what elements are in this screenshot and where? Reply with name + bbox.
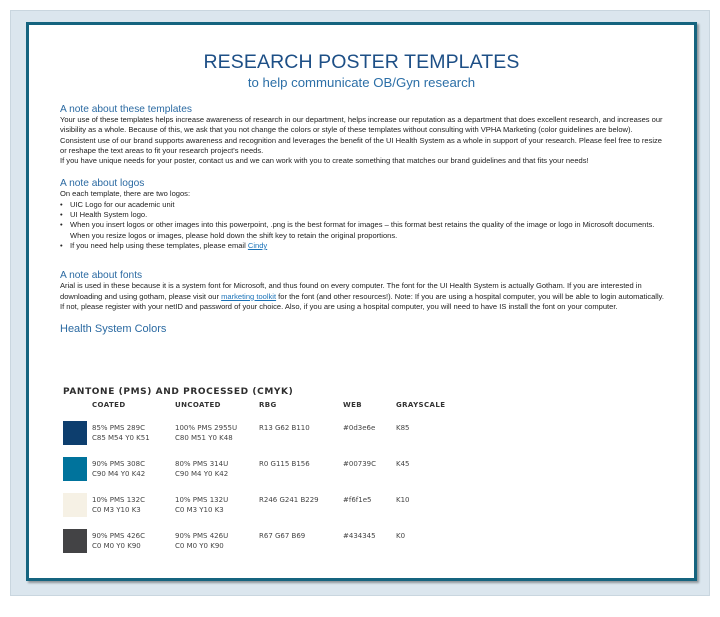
color-swatch [63, 493, 87, 517]
content-area [60, 104, 670, 334]
fonts-body-text-end: for the font (and other resources!). Note: If you are using a hospital computer, you will be able to login automatically. If not, please register with your netID and password of your choice. Also, if you are using a hospital computer, you will need to have IS install the font on your computer. [60, 291, 664, 311]
templates-heading: A note about these templates [60, 104, 192, 115]
color-swatch [63, 457, 87, 481]
coated-value: 85% PMS 289C [92, 424, 145, 432]
rgb-value: R13 G62 B110 [259, 424, 310, 432]
uncoated-cmyk: C0 M0 Y0 K90 [175, 542, 224, 550]
uncoated-value: 90% PMS 426U [175, 532, 229, 540]
uncoated-cmyk: C0 M3 Y10 K3 [175, 506, 224, 514]
coated-cmyk: C0 M0 Y0 K90 [92, 542, 141, 550]
logos-intro: On each template, there are two logos: [60, 189, 191, 199]
grayscale-value: K10 [396, 496, 410, 504]
column-header-web: WEB [343, 401, 363, 409]
logos-section [60, 178, 670, 251]
web-value: #434345 [343, 532, 376, 540]
column-header-coated: COATED [92, 401, 126, 409]
color-swatch [63, 529, 87, 553]
column-header-uncoated: UNCOATED [175, 401, 221, 409]
templates-body-needs: If you have unique needs for your poster, contact us and we can work with you to create something that matches our brand guidelines and that fits your needs! [60, 156, 589, 166]
color-table-title: PANTONE (PMS) AND PROCESSED (CMYK) [63, 387, 294, 397]
grayscale-value: K0 [396, 532, 406, 540]
fonts-body [60, 281, 670, 312]
rgb-value: R246 G241 B229 [259, 496, 319, 504]
coated-value: 10% PMS 132C [92, 496, 145, 504]
page-subtitle: to help communicate OB/Gyn research [247, 75, 476, 90]
logos-heading: A note about logos [60, 178, 145, 190]
fonts-body-text: Arial is used in these because it is a system font for Microsoft, and thus found on every computer. The font for the UI Health System is actually Gotham. If you are interested in downloading and using gotham, please visit our [60, 281, 642, 301]
web-value: #f6f1e5 [343, 496, 372, 504]
list-item: • When you insert logos or other images into this powerpoint, .png is the best format for images – this format best retains the quality of the image or logo in Microsoft documents. When you resize logos or images, please hold down the shift key to retain the original proportions. [60, 220, 670, 241]
colors-heading: Health System Colors [60, 323, 167, 336]
marketing-toolkit-link[interactable]: marketing toolkit [221, 291, 277, 301]
grayscale-value: K45 [396, 460, 410, 468]
coated-cmyk: C0 M3 Y10 K3 [92, 506, 141, 514]
uncoated-cmyk: C90 M4 Y0 K42 [175, 470, 229, 478]
templates-body: Your use of these templates helps increase awareness of research in our department, helps increase our reputation as a department that does excellent research, and increases our visibility as a whole. Because of this, we ask that you not change the colors or style of these templates without consulting with VPHA Marketing (color guidelines are below). Consistent use of our brand supports awareness and recognition and leverages the benefit of the UI Health System as a whole in support of your research. Please feel free to resize or reshape the text areas to fit your research project's needs. [60, 115, 663, 155]
list-item-help [60, 241, 670, 251]
document-frame [26, 22, 697, 581]
cindy-email-link[interactable]: Cindy [247, 240, 268, 250]
color-row [63, 457, 483, 483]
web-value: #00739C [343, 460, 377, 468]
help-text: If you need help using these templates, please email [70, 240, 248, 250]
rgb-value: R0 G115 B156 [259, 460, 310, 468]
templates-section [60, 104, 670, 166]
page-title: RESEARCH POSTER TEMPLATES [203, 51, 520, 73]
color-swatch [63, 421, 87, 445]
uncoated-value: 100% PMS 2955U [175, 424, 238, 432]
color-row [63, 529, 483, 555]
web-value: #0d3e6e [343, 424, 376, 432]
logos-list [60, 200, 670, 251]
coated-value: 90% PMS 426C [92, 532, 145, 540]
coated-cmyk: C85 M54 Y0 K51 [92, 434, 150, 442]
uncoated-value: 10% PMS 132U [175, 496, 229, 504]
coated-value: 90% PMS 308C [92, 460, 145, 468]
uncoated-cmyk: C80 M51 Y0 K48 [175, 434, 233, 442]
color-row [63, 421, 483, 447]
color-row [63, 493, 483, 519]
list-item: • UIC Logo for our academic unit [60, 200, 670, 210]
grayscale-value: K85 [396, 424, 410, 432]
coated-cmyk: C90 M4 Y0 K42 [92, 470, 146, 478]
rgb-value: R67 G67 B69 [259, 532, 306, 540]
fonts-heading: A note about fonts [60, 270, 143, 282]
column-header-rgb: RBG [259, 401, 277, 409]
fonts-section [60, 270, 670, 312]
list-item: • UI Health System logo. [60, 210, 670, 220]
column-header-grayscale: GRAYSCALE [396, 401, 446, 409]
uncoated-value: 80% PMS 314U [175, 460, 229, 468]
